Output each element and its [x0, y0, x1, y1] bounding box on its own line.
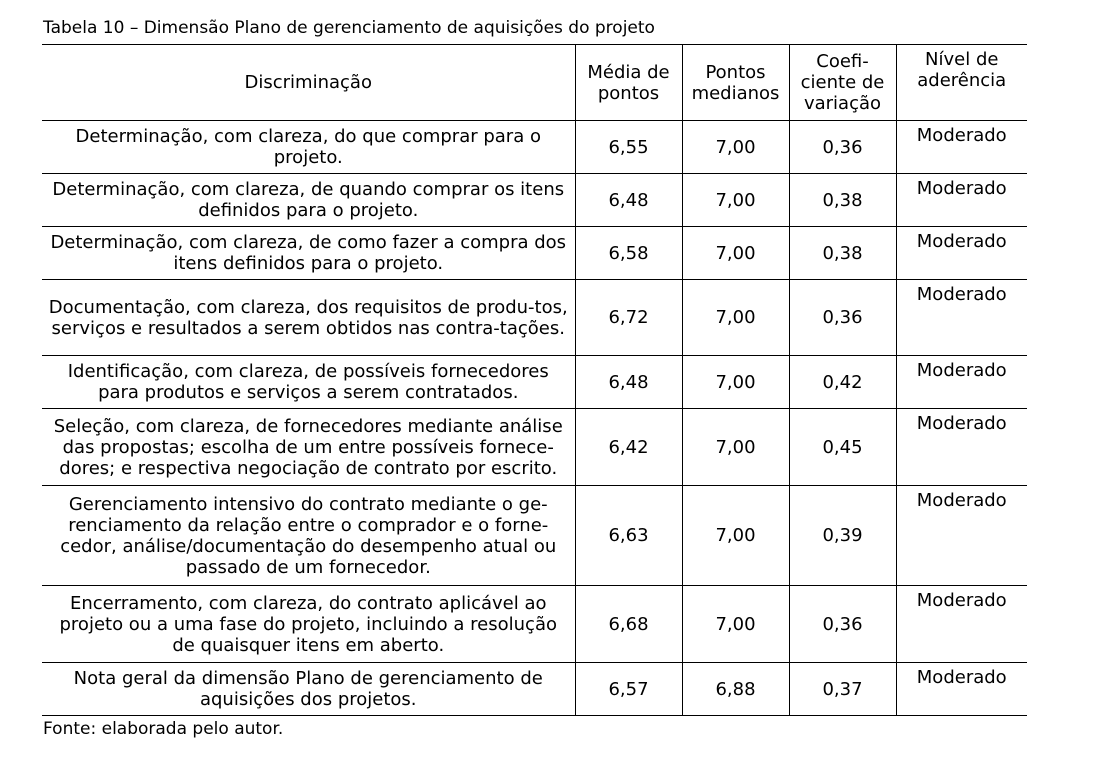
cell-nivel: Moderado — [896, 409, 1027, 486]
cell-media: 6,58 — [575, 227, 682, 280]
cell-mediana: 7,00 — [682, 280, 789, 356]
table-row — [42, 227, 1027, 280]
cell-nivel: Moderado — [896, 280, 1027, 356]
table-row — [42, 586, 1027, 663]
table-row — [42, 409, 1027, 486]
cell-discriminacao: Determinação, com clareza, de como fazer a compra dos itens definidos para o projeto. — [42, 227, 575, 280]
cell-nivel: Moderado — [896, 663, 1027, 716]
cell-media: 6,55 — [575, 121, 682, 174]
cell-discriminacao: Gerenciamento intensivo do contrato mediante o ge-renciamento da relação entre o comprador e o forne-cedor, análise/documentação do desempenho atual ou passado de um fornecedor. — [42, 486, 575, 586]
cell-media: 6,57 — [575, 663, 682, 716]
cell-discriminacao: Identificação, com clareza, de possíveis fornecedores para produtos e serviços a serem contratados. — [42, 356, 575, 409]
cell-mediana: 7,00 — [682, 121, 789, 174]
cell-media: 6,72 — [575, 280, 682, 356]
header-media-de-pontos: Média de pontos — [575, 45, 682, 121]
table-row — [42, 174, 1027, 227]
cell-media: 6,68 — [575, 586, 682, 663]
table-row — [42, 356, 1027, 409]
cell-nivel: Moderado — [896, 486, 1027, 586]
cell-media: 6,48 — [575, 174, 682, 227]
data-table — [42, 44, 1027, 716]
cell-mediana: 6,88 — [682, 663, 789, 716]
cell-mediana: 7,00 — [682, 356, 789, 409]
cell-mediana: 7,00 — [682, 227, 789, 280]
cell-coeficiente: 0,36 — [789, 121, 896, 174]
cell-mediana: 7,00 — [682, 586, 789, 663]
cell-coeficiente: 0,42 — [789, 356, 896, 409]
cell-mediana: 7,00 — [682, 486, 789, 586]
cell-discriminacao: Documentação, com clareza, dos requisitos de produ-tos, serviços e resultados a serem obtidos nas contra-tações. — [42, 280, 575, 356]
header-discriminacao: Discriminação — [42, 45, 575, 121]
cell-discriminacao: Nota geral da dimensão Plano de gerenciamento de aquisições dos projetos. — [42, 663, 575, 716]
cell-coeficiente: 0,36 — [789, 280, 896, 356]
cell-discriminacao: Seleção, com clareza, de fornecedores mediante análise das propostas; escolha de um entre possíveis fornece-dores; e respectiva negociação de contrato por escrito. — [42, 409, 575, 486]
table-row — [42, 280, 1027, 356]
cell-coeficiente: 0,37 — [789, 663, 896, 716]
header-coeficiente-de-variacao: Coefi-ciente de variação — [789, 45, 896, 121]
cell-coeficiente: 0,38 — [789, 174, 896, 227]
cell-nivel: Moderado — [896, 121, 1027, 174]
cell-media: 6,42 — [575, 409, 682, 486]
table-source-note: Fonte: elaborada pelo autor. — [43, 719, 284, 739]
cell-media: 6,63 — [575, 486, 682, 586]
table-header-row — [42, 45, 1027, 121]
table-row — [42, 486, 1027, 586]
cell-media: 6,48 — [575, 356, 682, 409]
cell-discriminacao: Encerramento, com clareza, do contrato aplicável ao projeto ou a uma fase do projeto, incluindo a resolução de quaisquer itens em aberto. — [42, 586, 575, 663]
cell-mediana: 7,00 — [682, 174, 789, 227]
table-row — [42, 121, 1027, 174]
cell-coeficiente: 0,38 — [789, 227, 896, 280]
header-nivel-de-aderencia: Nível de aderência — [896, 45, 1027, 121]
cell-nivel: Moderado — [896, 586, 1027, 663]
table-row — [42, 663, 1027, 716]
cell-coeficiente: 0,39 — [789, 486, 896, 586]
cell-discriminacao: Determinação, com clareza, de quando comprar os itens definidos para o projeto. — [42, 174, 575, 227]
cell-nivel: Moderado — [896, 356, 1027, 409]
cell-mediana: 7,00 — [682, 409, 789, 486]
header-pontos-medianos: Pontos medianos — [682, 45, 789, 121]
cell-discriminacao: Determinação, com clareza, do que comprar para o projeto. — [42, 121, 575, 174]
cell-nivel: Moderado — [896, 174, 1027, 227]
cell-coeficiente: 0,45 — [789, 409, 896, 486]
table-caption: Tabela 10 – Dimensão Plano de gerenciamento de aquisições do projeto — [43, 18, 655, 38]
cell-coeficiente: 0,36 — [789, 586, 896, 663]
cell-nivel: Moderado — [896, 227, 1027, 280]
